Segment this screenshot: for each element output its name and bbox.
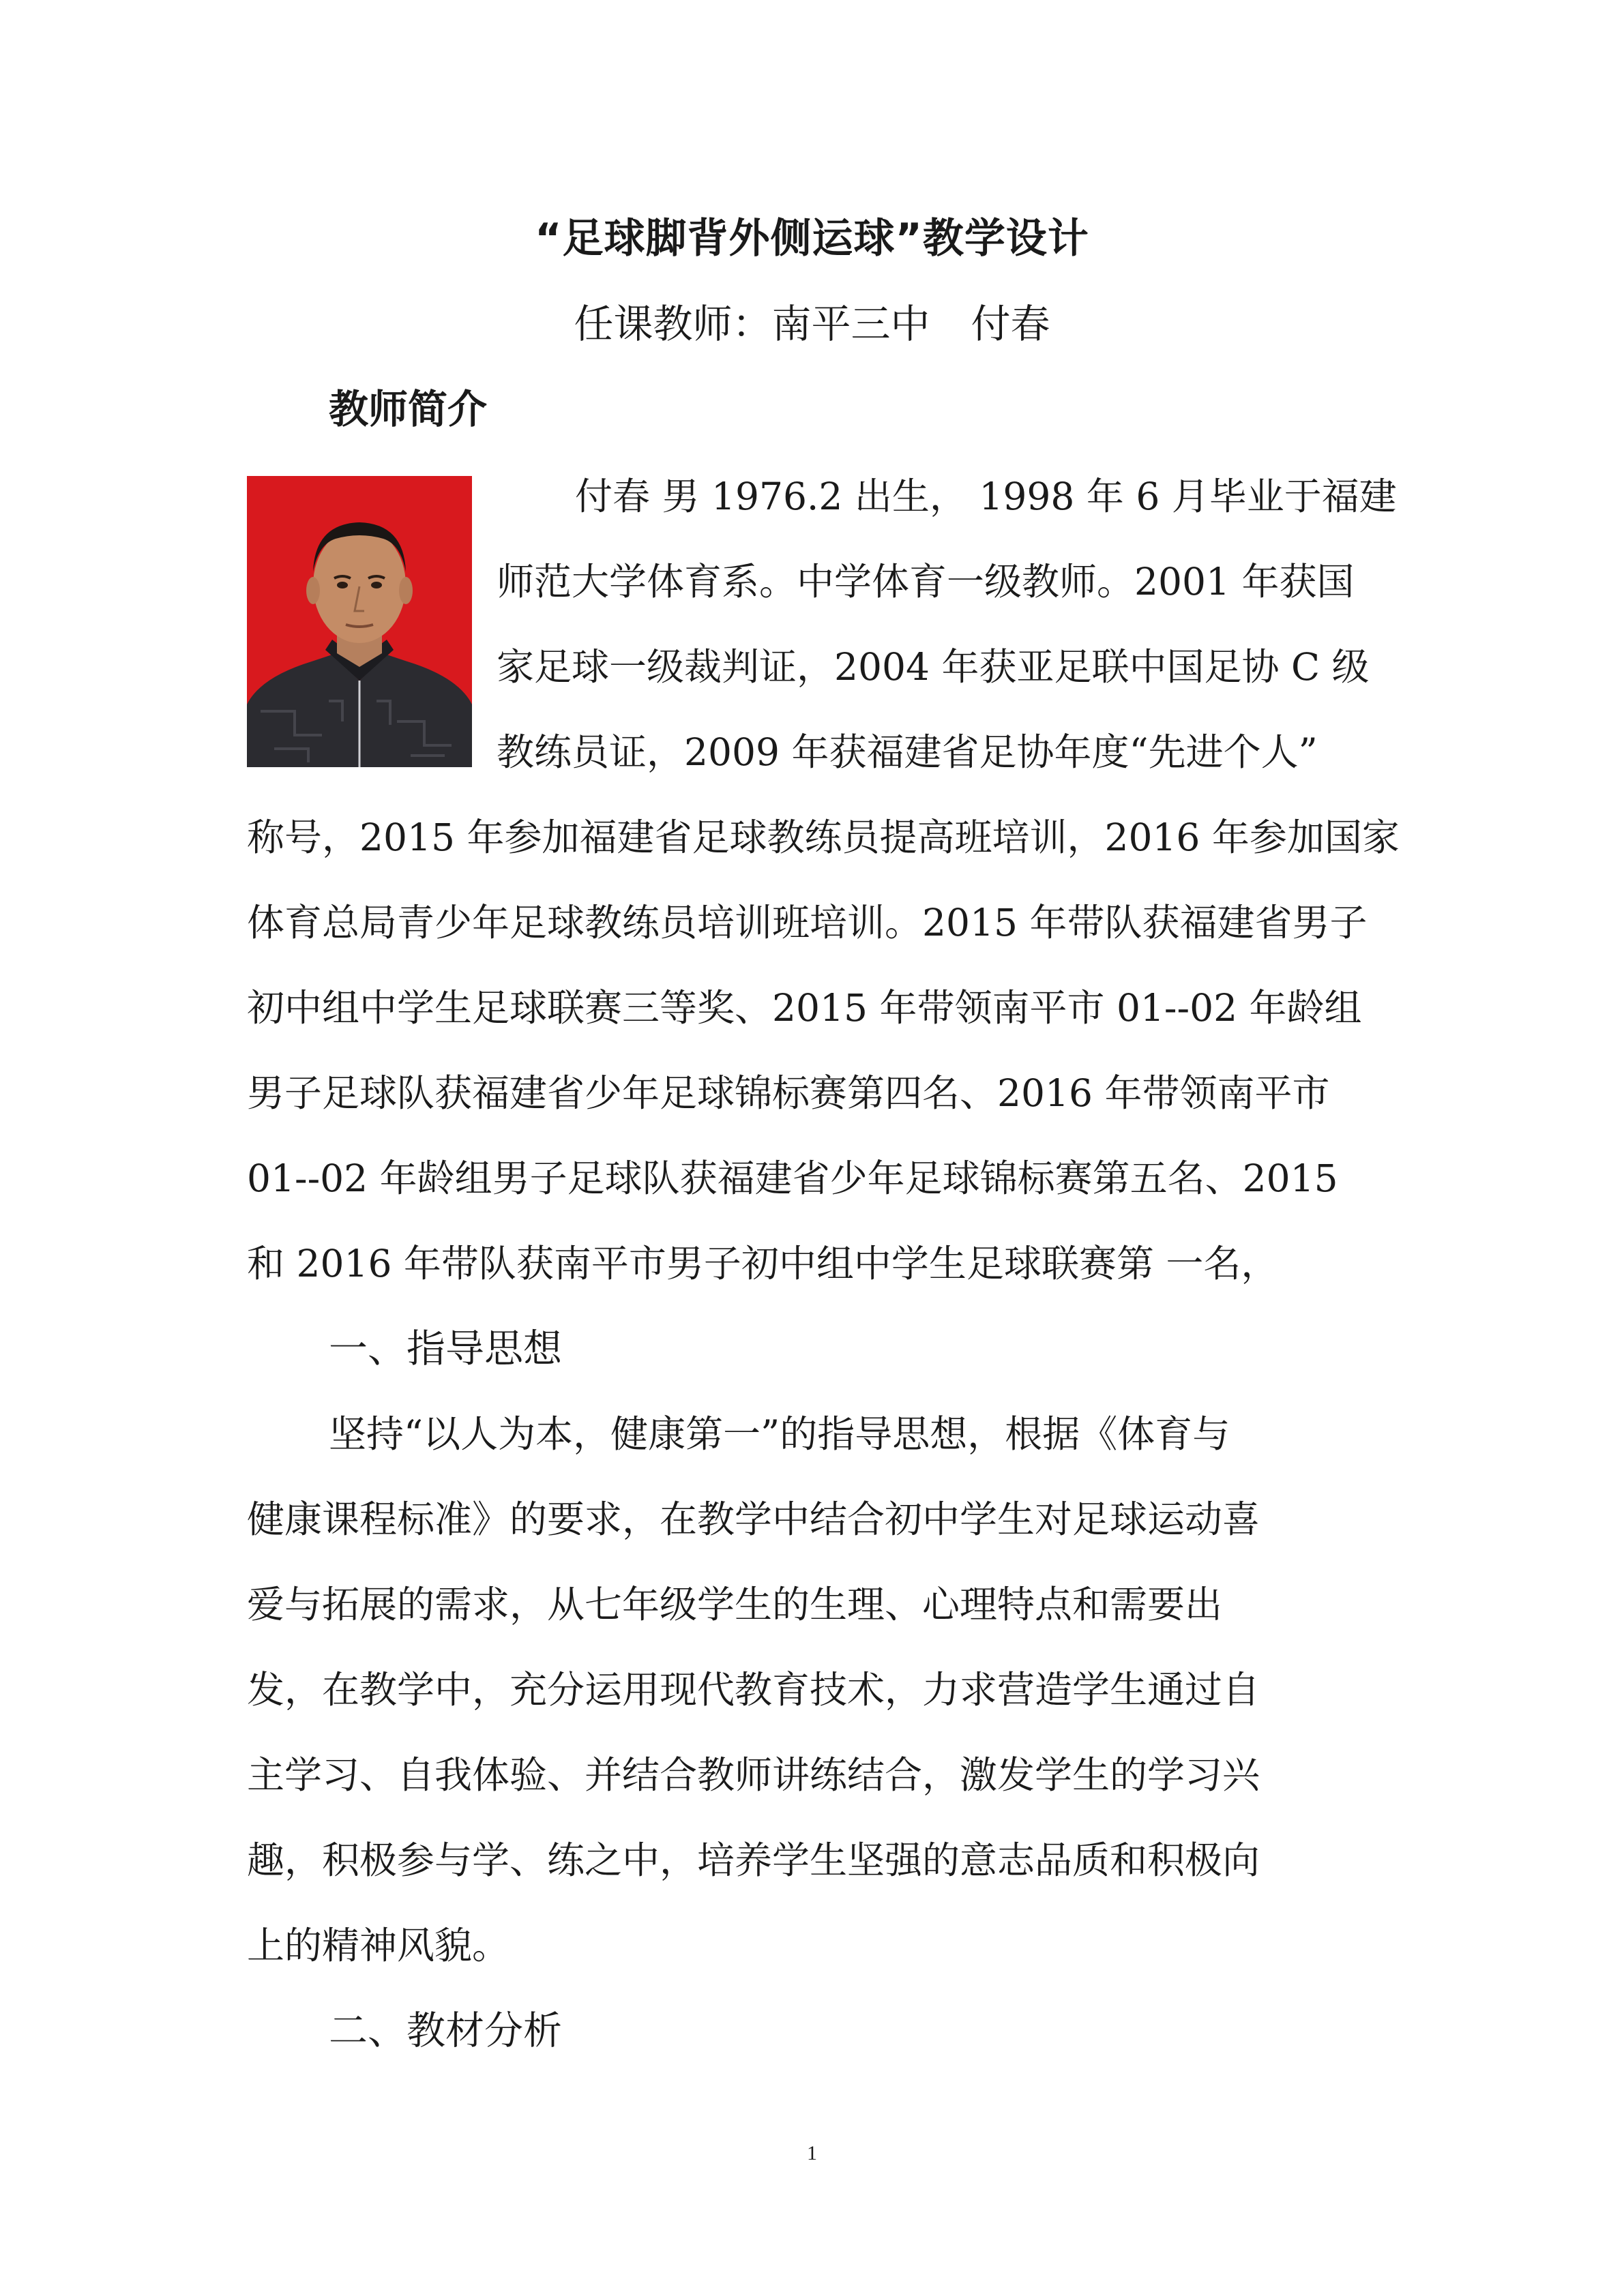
bio-line: 师范大学体育系。中学体育一级教师。2001 年获国 xyxy=(497,560,1355,603)
teacher-name: 付春 xyxy=(971,301,1050,347)
document-title: “足球脚背外侧运球”教学设计 xyxy=(535,215,1089,263)
section1-line: 爱与拓展的需求，从七年级学生的生理、心理特点和需要出 xyxy=(247,1583,1223,1626)
page-number: 1 xyxy=(807,2142,817,2164)
teacher-label: 任课教师：南平三中 xyxy=(574,301,930,347)
bio-line: 付春 男 1976.2 出生， 1998 年 6 月毕业于福建 xyxy=(575,475,1397,518)
bio-line: 家足球一级裁判证，2004 年获亚足联中国足协 C 级 xyxy=(497,645,1370,689)
section-heading-material-analysis: 二、教材分析 xyxy=(329,2008,562,2053)
bio-line: 和 2016 年带队获南平市男子初中组中学生足球联赛第 一名， xyxy=(247,1242,1279,1285)
section1-line: 趣，积极参与学、练之中，培养学生坚强的意志品质和积极向 xyxy=(247,1838,1260,1882)
bio-line: 体育总局青少年足球教练员培训班培训。2015 年带队获福建省男子 xyxy=(247,901,1368,944)
teacher-line xyxy=(0,293,1624,355)
bio-heading: 教师简介 xyxy=(329,386,488,432)
section1-line: 上的精神风貌。 xyxy=(247,1924,510,1967)
section-heading-guiding-ideology: 一、指导思想 xyxy=(329,1326,562,1371)
bio-line: 初中组中学生足球联赛三等奖、2015 年带领南平市 01--02 年龄组 xyxy=(247,986,1362,1030)
section1-line: 主学习、自我体验、并结合教师讲练结合，激发学生的学习兴 xyxy=(247,1753,1260,1797)
teacher-photo xyxy=(247,476,472,767)
bio-line: 称号，2015 年参加福建省足球教练员提高班培训，2016 年参加国家 xyxy=(247,816,1400,859)
bio-line: 男子足球队获福建省少年足球锦标赛第四名、2016 年带领南平市 xyxy=(247,1071,1330,1115)
bio-line: 01--02 年龄组男子足球队获福建省少年足球锦标赛第五名、2015 xyxy=(247,1157,1338,1200)
section1-line: 坚持“以人为本，健康第一”的指导思想，根据《体育与 xyxy=(329,1412,1230,1456)
section1-line: 健康课程标准》的要求，在教学中结合初中学生对足球运动喜 xyxy=(247,1497,1260,1541)
section1-line: 发，在教学中，充分运用现代教育技术，力求营造学生通过自 xyxy=(247,1668,1260,1712)
teacher-portrait-image xyxy=(247,476,472,767)
bio-line: 教练员证，2009 年获福建省足协年度“先进个人” xyxy=(497,730,1318,774)
